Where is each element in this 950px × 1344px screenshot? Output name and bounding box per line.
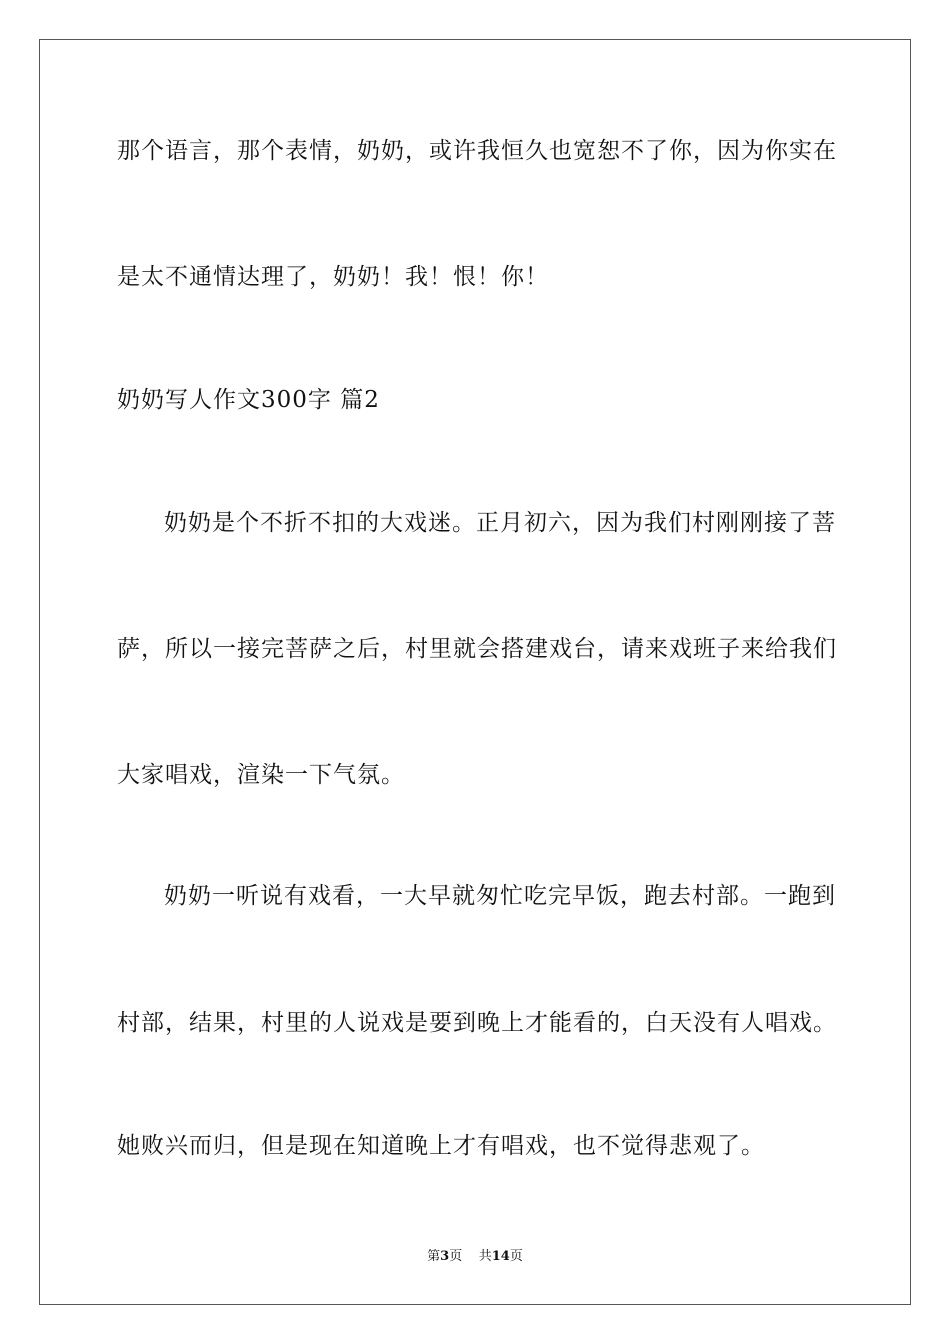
paragraph-2-line-1: 奶奶是个不折不扣的大戏迷。正月初六，因为我们村刚刚接了菩 [164,510,836,536]
current-page-number: 3 [440,1249,450,1264]
paragraph-3-line-2: 村部，结果，村里的人说戏是要到晚上才能看的，白天没有人唱戏。 [117,1010,837,1036]
section-heading: 奶奶写人作文300字 篇2 [117,387,380,413]
paragraph-2-line-2: 萨，所以一接完菩萨之后，村里就会搭建戏台，请来戏班子来给我们 [117,636,837,662]
page-label-suffix: 页 [449,1249,463,1264]
total-label-suffix: 页 [509,1249,523,1264]
page-footer [0,1248,950,1266]
page-label-prefix: 第 [427,1249,441,1264]
paragraph-3-line-1: 奶奶一听说有戏看，一大早就匆忙吃完早饭，跑去村部。一跑到 [164,883,836,909]
page-border [39,39,911,1305]
paragraph-1-line-2: 是太不通情达理了，奶奶！我！恨！你！ [117,264,549,290]
paragraph-2-line-3: 大家唱戏，渲染一下气氛。 [117,762,405,788]
paragraph-3-line-3: 她败兴而归，但是现在知道晚上才有唱戏，也不觉得悲观了。 [117,1133,765,1159]
total-label-prefix: 共 [478,1249,492,1264]
paragraph-1-line-1: 那个语言，那个表情，奶奶，或许我恒久也宽恕不了你，因为你实在 [117,138,837,164]
total-page-count: 14 [491,1249,510,1264]
